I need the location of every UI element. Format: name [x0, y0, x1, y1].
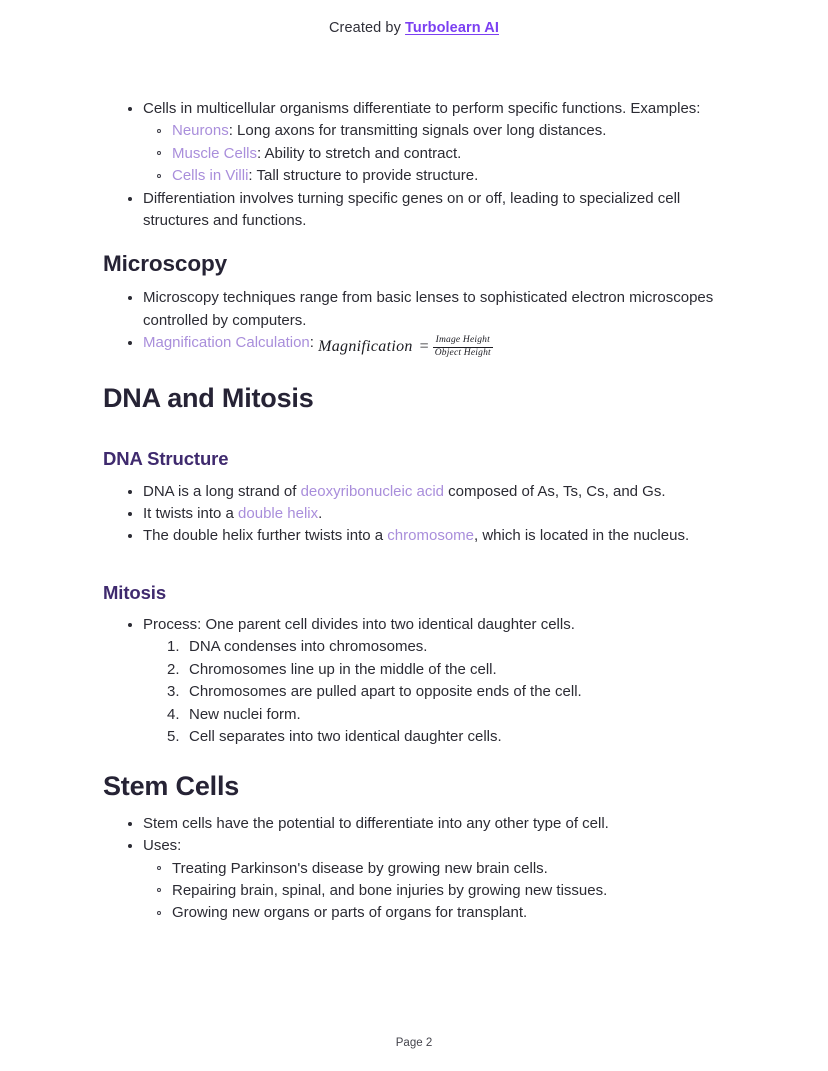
list-item — [103, 287, 728, 332]
section-heading-dna-and-mitosis: DNA and Mitosis — [103, 382, 314, 413]
list-item — [103, 614, 728, 748]
list-item: Growing new organs or parts of organs for transplant. — [143, 902, 728, 924]
list-item — [143, 165, 728, 187]
dna-bullet-2-post: . — [318, 504, 323, 522]
list-item — [103, 835, 728, 925]
list-item — [143, 143, 728, 165]
mitosis-process-label: Process: One parent cell divides into two identical daughter cells. — [143, 615, 575, 633]
list-item — [103, 188, 728, 233]
section-heading-mitosis: Mitosis — [103, 581, 167, 603]
page-number-label: Page 2 — [395, 1037, 433, 1049]
document-header — [0, 0, 828, 36]
list-item: Chromosomes line up in the middle of the cell. — [189, 660, 497, 678]
dna-bullet-1-pre: DNA is a long strand of — [143, 482, 301, 500]
turbolearn-brand-link[interactable]: Turbolearn AI — [405, 20, 499, 36]
list-item — [103, 98, 728, 188]
intro-bullet-2-text: Differentiation involves turning specific genes on or off, leading to specialized cell structures and functions. — [143, 189, 681, 230]
stem-cells-bullet-1-text: Stem cells have the potential to differentiate into any other type of cell. — [143, 814, 609, 832]
list-item: Treating Parkinson's disease by growing new brain cells. — [143, 858, 728, 880]
list-item — [103, 503, 728, 525]
term-neurons: Neurons — [172, 122, 229, 140]
dna-bullet-3-post: , which is located in the nucleus. — [474, 527, 690, 545]
term-muscle-cells-description: : Ability to stretch and contract. — [257, 144, 462, 162]
term-cells-in-villi-description: : Tall structure to provide structure. — [248, 167, 479, 185]
term-double-helix: double helix — [238, 504, 319, 522]
section-heading-stem-cells: Stem Cells — [103, 771, 240, 802]
page-footer — [0, 1037, 828, 1049]
intro-bullet-1-text: Cells in multicellular organisms differentiate to perform specific functions. Examples: — [143, 100, 701, 117]
list-item: New nuclei form. — [189, 705, 301, 723]
list-item — [103, 813, 728, 835]
stem-cells-uses-label: Uses: — [143, 837, 182, 855]
list-item — [103, 332, 728, 360]
term-deoxyribonucleic-acid: deoxyribonucleic acid — [300, 482, 445, 500]
mitosis-steps-list — [143, 636, 728, 748]
magnification-colon: : — [309, 334, 314, 352]
document-content — [103, 88, 728, 925]
list-item — [103, 481, 728, 503]
list-item: Cell separates into two identical daughter cells. — [189, 727, 502, 745]
microscopy-bullet-list — [103, 287, 728, 360]
term-cells-in-villi: Cells in Villi — [172, 167, 249, 185]
list-item — [143, 120, 728, 142]
stem-cells-uses-list — [143, 858, 728, 925]
list-item: Chromosomes are pulled apart to opposite ends of the cell. — [189, 683, 582, 701]
term-neurons-description: : Long axons for transmitting signals over long distances. — [228, 122, 607, 140]
formula-lhs: Magnification — [318, 338, 413, 356]
term-chromosome: chromosome — [387, 527, 474, 545]
intro-sub-list — [143, 120, 728, 187]
list-item — [103, 525, 728, 547]
stem-cells-bullet-list — [103, 813, 728, 925]
term-muscle-cells: Muscle Cells — [172, 144, 258, 162]
dna-bullet-3-pre: The double helix further twists into a — [143, 527, 388, 545]
formula-operator: = — [419, 338, 429, 356]
mitosis-bullet-list — [103, 614, 728, 748]
microscopy-bullet-1-text: Microscopy techniques range from basic lenses to sophisticated electron microscopes controlled by computers. — [143, 289, 714, 329]
formula-numerator: Image Height — [435, 334, 490, 345]
section-heading-microscopy: Microscopy — [103, 251, 228, 277]
formula-fraction — [433, 335, 493, 360]
intro-bullet-list — [103, 98, 728, 232]
dna-bullet-2-pre: It twists into a — [143, 504, 239, 522]
formula-denominator: Object Height — [434, 348, 491, 359]
dna-bullet-1-post: composed of As, Ts, Cs, and Gs. — [444, 482, 666, 500]
term-magnification-calculation: Magnification Calculation — [143, 334, 310, 352]
dna-structure-bullet-list — [103, 481, 728, 548]
list-item: Repairing brain, spinal, and bone injuries by growing new tissues. — [143, 880, 728, 902]
created-by-label: Created by — [328, 20, 406, 36]
magnification-formula — [318, 335, 493, 360]
section-heading-dna-structure: DNA Structure — [103, 448, 229, 470]
list-item: DNA condenses into chromosomes. — [189, 638, 428, 656]
